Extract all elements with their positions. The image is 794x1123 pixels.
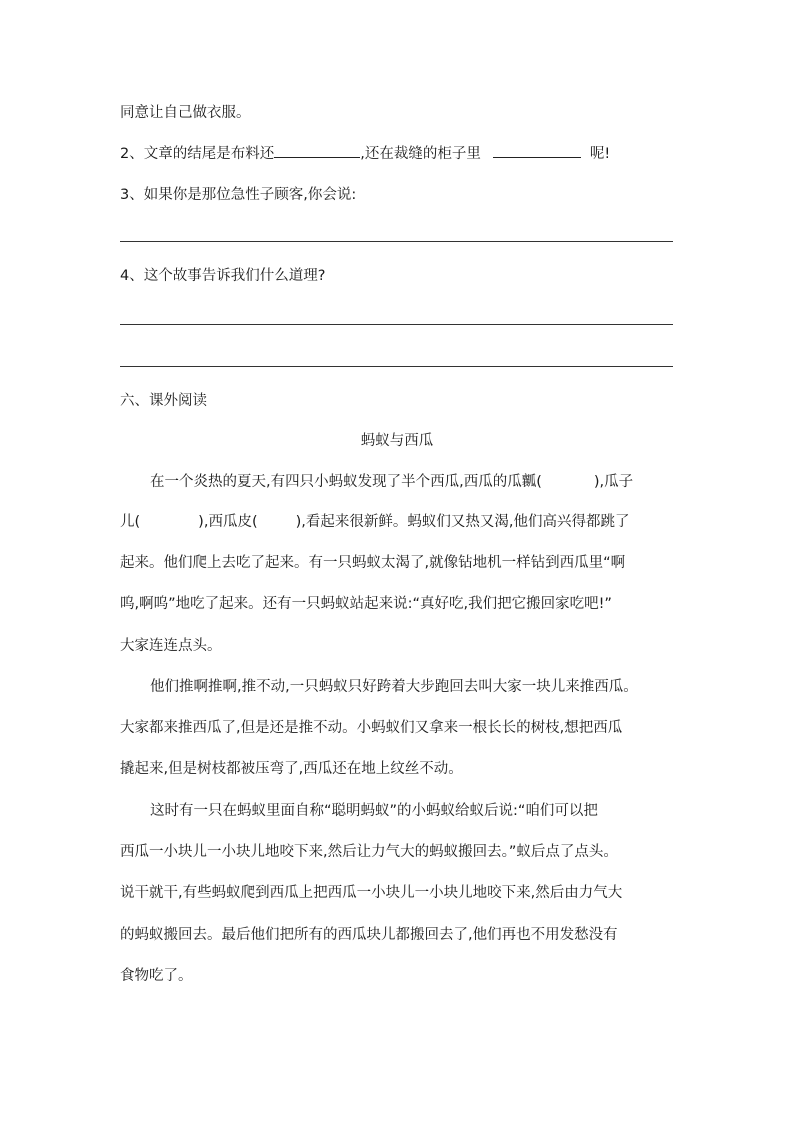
p1-line-2-text-a: 儿( bbox=[120, 514, 141, 530]
p1-line-2 bbox=[120, 512, 629, 532]
story-title: 蚂蚁与西瓜 bbox=[360, 433, 434, 449]
p1-line-3: 起来。他们爬上去吃了起来。有一只蚂蚁太渴了,就像钻地机一样钻到西瓜里“啊 bbox=[120, 555, 626, 571]
question-4: 4、这个故事告诉我们什么道理? bbox=[120, 268, 326, 284]
p2-line-1: 他们推啊推啊,推不动,一只蚂蚁只好跨着大步跑回去叫大家一块儿来推西瓜。 bbox=[150, 679, 638, 695]
p2-line-3: 撬起来,但是树枝都被压弯了,西瓜还在地上纹丝不动。 bbox=[120, 761, 463, 777]
p3-line-2: 西瓜一小块儿一小块儿地咬下来,然后让力气大的蚂蚁搬回去。”蚁后点了点头。 bbox=[120, 844, 618, 860]
p3-line-5: 食物吃了。 bbox=[120, 968, 193, 984]
p2-line-2: 大家都来推西瓜了,但是还是推不动。小蚂蚁们又拿来一根长长的树枝,想把西瓜 bbox=[120, 720, 623, 736]
p1-line-1-text-a: 在一个炎热的夏天,有四只小蚂蚁发现了半个西瓜,西瓜的瓜瓤( bbox=[150, 474, 542, 490]
q1-continuation: 同意让自己做衣服。 bbox=[120, 105, 251, 121]
section-6-heading: 六、课外阅读 bbox=[120, 393, 207, 409]
q4-answer-line-1[interactable] bbox=[120, 324, 673, 325]
p1-line-4: 呜,啊呜”地吃了起来。还有一只蚂蚁站起来说:“真好吃,我们把它搬回家吃吧!” bbox=[120, 596, 612, 612]
q2-blank-1[interactable] bbox=[274, 143, 360, 158]
q2-prefix: 2、文章的结尾是布料还 bbox=[120, 146, 275, 162]
p1-line-1-text-b: ),瓜子 bbox=[593, 474, 634, 490]
q4-answer-line-2[interactable] bbox=[120, 366, 673, 367]
p3-line-3: 说干就干,有些蚂蚁爬到西瓜上把西瓜一小块儿一小块儿地咬下来,然后由力气大 bbox=[120, 885, 623, 901]
p3-line-1: 这时有一只在蚂蚁里面自称“聪明蚂蚁”的小蚂蚁给蚁后说:“咱们可以把 bbox=[150, 803, 598, 819]
p1-line-2-text-c: ),看起来很新鲜。蚂蚁们又热又渴,他们高兴得都跳了 bbox=[295, 514, 630, 530]
q2-middle: ,还在裁缝的柜子里 bbox=[360, 146, 481, 162]
p1-line-1 bbox=[150, 472, 633, 492]
q2-suffix: 呢! bbox=[589, 146, 611, 162]
q3-answer-line[interactable] bbox=[120, 241, 673, 242]
question-2 bbox=[120, 143, 610, 164]
q2-blank-2[interactable] bbox=[493, 143, 581, 158]
question-3: 3、如果你是那位急性子顾客,你会说: bbox=[120, 187, 357, 203]
p3-line-4: 的蚂蚁搬回去。最后他们把所有的西瓜块儿都搬回去了,他们再也不用发愁没有 bbox=[120, 927, 618, 943]
p1-line-2-text-b: ),西瓜皮( bbox=[198, 514, 258, 530]
p1-line-5: 大家连连点头。 bbox=[120, 638, 222, 654]
